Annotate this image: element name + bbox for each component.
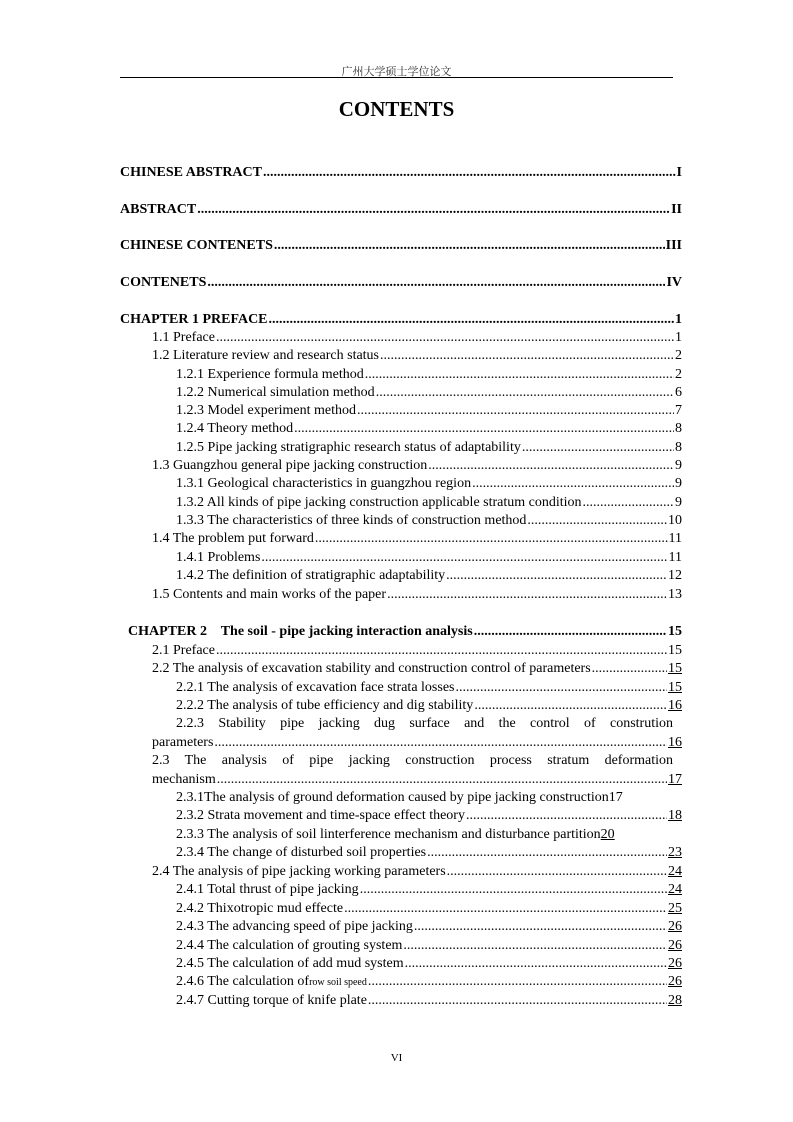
toc-entry-page: 25 bbox=[668, 901, 682, 916]
toc-entry-title: 2.3.2 Strata movement and time-space effect theory bbox=[176, 808, 465, 823]
toc-entry-title: parameters bbox=[152, 735, 214, 750]
toc-leader bbox=[474, 697, 667, 715]
toc-entry[interactable] bbox=[152, 734, 682, 752]
toc-entry-page: III bbox=[665, 238, 682, 253]
toc-leader bbox=[315, 530, 668, 548]
toc-entry-title: CHAPTER 1 PREFACE bbox=[120, 312, 268, 327]
toc-leader bbox=[527, 512, 667, 530]
toc-entry-title: 2.4.3 The advancing speed of pipe jacking bbox=[176, 919, 413, 934]
toc-leader bbox=[466, 807, 667, 825]
toc-leader bbox=[214, 734, 667, 752]
toc-leader bbox=[447, 863, 667, 881]
toc-leader bbox=[197, 201, 670, 219]
toc-entry-page: 10 bbox=[668, 513, 682, 528]
toc-entry[interactable] bbox=[152, 863, 682, 881]
toc-entry[interactable] bbox=[152, 329, 682, 347]
toc-entry-page: 8 bbox=[675, 421, 682, 436]
toc-entry-title: ABSTRACT bbox=[120, 202, 197, 217]
toc-leader bbox=[274, 237, 665, 255]
toc-entry-page: 15 bbox=[668, 624, 682, 639]
toc-entry-page: 26 bbox=[668, 956, 682, 971]
toc-entry-title: 1.3.2 All kinds of pipe jacking construction applicable stratum condition bbox=[176, 495, 582, 510]
toc-entry-page: 9 bbox=[675, 476, 682, 491]
toc-leader bbox=[427, 844, 667, 862]
toc-entry-title: 2.3.4 The change of disturbed soil properties bbox=[176, 845, 427, 860]
toc-entry-page: 15 bbox=[668, 643, 682, 658]
toc-entry[interactable] bbox=[176, 366, 682, 384]
toc-entry[interactable] bbox=[176, 439, 682, 457]
toc-entry-title: 1.4 The problem put forward bbox=[152, 531, 314, 546]
toc-entry[interactable] bbox=[176, 697, 682, 715]
toc-entry[interactable] bbox=[176, 420, 682, 438]
toc-entry[interactable] bbox=[152, 347, 682, 365]
toc-entry-page: 26 bbox=[668, 919, 682, 934]
toc-entry-page: 9 bbox=[675, 495, 682, 510]
toc-entry-page: 8 bbox=[675, 440, 682, 455]
toc-entry[interactable] bbox=[120, 237, 682, 255]
toc-entry-title: 1.3.1 Geological characteristics in guangzhou region bbox=[176, 476, 472, 491]
toc-entry-page: 24 bbox=[668, 882, 682, 897]
toc-entry[interactable] bbox=[152, 530, 682, 548]
toc-entry-title: 2.3 The analysis of pipe jacking construction process stratum deformation bbox=[152, 753, 673, 768]
toc-entry[interactable] bbox=[176, 475, 682, 493]
toc-entry-page: 1 bbox=[675, 330, 682, 345]
toc-leader bbox=[269, 311, 674, 329]
toc-entry-title: 2.4.5 The calculation of add mud system bbox=[176, 956, 404, 971]
toc-entry[interactable] bbox=[128, 623, 682, 641]
toc-entry-title: CHINESE CONTENETS bbox=[120, 238, 273, 253]
toc-entry-title: 1.4.1 Problems bbox=[176, 550, 261, 565]
toc-leader bbox=[455, 679, 667, 697]
toc-leader bbox=[522, 439, 674, 457]
toc-entry-page: 12 bbox=[668, 568, 682, 583]
toc-entry-page: 20 bbox=[600, 827, 615, 842]
toc-entry-title: 1.2.2 Numerical simulation method bbox=[176, 385, 375, 400]
toc-leader bbox=[368, 992, 667, 1010]
toc-entry-title: CHAPTER 2 The soil - pipe jacking interaction analysis bbox=[128, 624, 473, 639]
toc-entry[interactable] bbox=[152, 752, 673, 770]
toc-entry-title: 2.4.6 The calculation of bbox=[176, 974, 310, 989]
toc-leader bbox=[368, 973, 667, 991]
toc-leader bbox=[376, 384, 674, 402]
toc-entry-page: 16 bbox=[668, 698, 682, 713]
toc-leader bbox=[216, 329, 674, 347]
toc-leader bbox=[263, 164, 676, 182]
toc-entry[interactable] bbox=[152, 586, 682, 604]
toc-entry-page: 15 bbox=[668, 680, 682, 695]
toc-entry-title-small: row soil speed bbox=[309, 977, 367, 988]
toc-entry-title: CHINESE ABSTRACT bbox=[120, 165, 262, 180]
toc-entry-title: 2.2.3 Stability pipe jacking dug surface and the control of constrution bbox=[176, 716, 673, 731]
toc-entry[interactable] bbox=[176, 549, 682, 567]
toc-entry-title: 2.4.2 Thixotropic mud effecte bbox=[176, 901, 344, 916]
page-title: CONTENTS bbox=[338, 97, 455, 121]
toc-entry-page: 11 bbox=[668, 550, 682, 565]
toc-entry-title: 2.3.1The analysis of ground deformation caused by pipe jacking construction bbox=[176, 790, 609, 805]
toc-entry[interactable] bbox=[120, 201, 682, 219]
toc-entry[interactable] bbox=[152, 457, 682, 475]
toc-entry-title: 1.2.4 Theory method bbox=[176, 421, 294, 436]
toc-entry[interactable] bbox=[176, 844, 682, 862]
toc-entry-title: 1.3 Guangzhou general pipe jacking construction bbox=[152, 458, 428, 473]
toc-entry[interactable] bbox=[176, 807, 682, 825]
toc-entry[interactable] bbox=[176, 992, 682, 1010]
toc-entry-title: 2.1 Preface bbox=[152, 643, 215, 658]
toc-leader bbox=[357, 402, 674, 420]
toc-entry[interactable] bbox=[176, 937, 682, 955]
toc-entry-title: 1.1 Preface bbox=[152, 330, 215, 345]
toc-entry-page: 11 bbox=[668, 531, 682, 546]
toc-entry-page: 7 bbox=[675, 403, 682, 418]
toc-entry-page: 24 bbox=[668, 864, 682, 879]
toc-entry-title: 2.4 The analysis of pipe jacking working parameters bbox=[152, 864, 446, 879]
toc-entry[interactable] bbox=[176, 494, 682, 512]
toc-entry-title: 2.4.1 Total thrust of pipe jacking bbox=[176, 882, 359, 897]
toc-entry[interactable] bbox=[120, 274, 682, 292]
toc-entry-title: 2.2 The analysis of excavation stability and construction control of parameters bbox=[152, 661, 591, 676]
toc-leader bbox=[387, 586, 667, 604]
toc-entry[interactable] bbox=[176, 918, 682, 936]
toc-entry-page: 17 bbox=[608, 790, 623, 805]
toc-entry[interactable] bbox=[176, 955, 682, 973]
toc-entry[interactable] bbox=[176, 900, 682, 918]
toc-entry[interactable] bbox=[176, 973, 682, 992]
toc-leader bbox=[207, 274, 665, 292]
toc-leader bbox=[380, 347, 674, 365]
toc-entry-page: 23 bbox=[668, 845, 682, 860]
toc-entry-page: II bbox=[671, 202, 682, 217]
toc-leader bbox=[294, 420, 674, 438]
toc-entry-page: 17 bbox=[668, 772, 682, 787]
toc-entry-page: 1 bbox=[675, 312, 682, 327]
toc-entry-title: 1.5 Contents and main works of the paper bbox=[152, 587, 387, 602]
toc-entry-title: 1.2.5 Pipe jacking stratigraphic research status of adaptability bbox=[176, 440, 521, 455]
toc-entry-page: 15 bbox=[668, 661, 682, 676]
toc-entry[interactable] bbox=[120, 311, 682, 329]
toc-entry-page: 18 bbox=[668, 808, 682, 823]
toc-entry-page: 2 bbox=[675, 367, 682, 382]
toc-entry-page: 9 bbox=[675, 458, 682, 473]
toc-leader bbox=[261, 549, 667, 567]
toc-entry-page: 2 bbox=[675, 348, 682, 363]
toc-entry[interactable] bbox=[176, 402, 682, 420]
toc-entry[interactable] bbox=[176, 512, 682, 530]
toc-leader bbox=[472, 475, 674, 493]
toc-entry-title: CONTENETS bbox=[120, 275, 207, 290]
toc-entry-title: mechanism bbox=[152, 772, 216, 787]
toc-entry[interactable] bbox=[176, 715, 673, 733]
toc-leader bbox=[474, 623, 667, 641]
toc-leader bbox=[403, 937, 667, 955]
toc-entry[interactable] bbox=[120, 164, 682, 182]
toc-entry-title: 1.4.2 The definition of stratigraphic adaptability bbox=[176, 568, 446, 583]
toc-entry-title: 1.2.1 Experience formula method bbox=[176, 367, 364, 382]
toc-entry[interactable] bbox=[152, 771, 682, 789]
toc-leader bbox=[216, 642, 667, 660]
toc-entry[interactable] bbox=[176, 384, 682, 402]
page-number: VI bbox=[390, 1052, 403, 1064]
toc-entry-title: 2.2.2 The analysis of tube efficiency and dig stability bbox=[176, 698, 474, 713]
toc-leader bbox=[365, 366, 674, 384]
toc-leader bbox=[446, 567, 667, 585]
toc-leader bbox=[583, 494, 674, 512]
toc-entry[interactable] bbox=[176, 789, 686, 807]
toc-leader bbox=[360, 881, 667, 899]
toc-leader bbox=[405, 955, 667, 973]
toc-entry[interactable] bbox=[176, 679, 682, 697]
toc-entry-page: 28 bbox=[668, 993, 682, 1008]
toc-entry-title: 1.3.3 The characteristics of three kinds of construction method bbox=[176, 513, 527, 528]
toc-leader bbox=[414, 918, 667, 936]
toc-leader bbox=[592, 660, 667, 678]
toc-entry-title: 2.2.1 The analysis of excavation face strata losses bbox=[176, 680, 455, 695]
toc-entry-title: 1.2.3 Model experiment method bbox=[176, 403, 357, 418]
toc-leader bbox=[217, 771, 667, 789]
toc-entry-page: 26 bbox=[668, 974, 682, 989]
toc-leader bbox=[344, 900, 667, 918]
toc-entry-title: 1.2 Literature review and research status bbox=[152, 348, 380, 363]
toc-entry[interactable] bbox=[176, 567, 682, 585]
toc-entry-page: 6 bbox=[675, 385, 682, 400]
toc-leader bbox=[428, 457, 674, 475]
toc-entry-page: 13 bbox=[668, 587, 682, 602]
toc-entry-page: I bbox=[676, 165, 682, 180]
toc-entry[interactable] bbox=[176, 881, 682, 899]
toc-entry-title: 2.4.7 Cutting torque of knife plate bbox=[176, 993, 367, 1008]
toc-entry-page: IV bbox=[666, 275, 682, 290]
page-header: 广州大学硕士学位论文 bbox=[341, 66, 452, 78]
toc-entry[interactable] bbox=[152, 660, 682, 678]
toc-entry[interactable] bbox=[176, 826, 682, 844]
toc-entry-page: 26 bbox=[668, 938, 682, 953]
toc-entry-page: 16 bbox=[668, 735, 682, 750]
toc-entry-title: 2.4.4 The calculation of grouting system bbox=[176, 938, 403, 953]
toc-entry[interactable] bbox=[152, 642, 682, 660]
toc-entry-title: 2.3.3 The analysis of soil linterference mechanism and disturbance partition bbox=[176, 827, 601, 842]
